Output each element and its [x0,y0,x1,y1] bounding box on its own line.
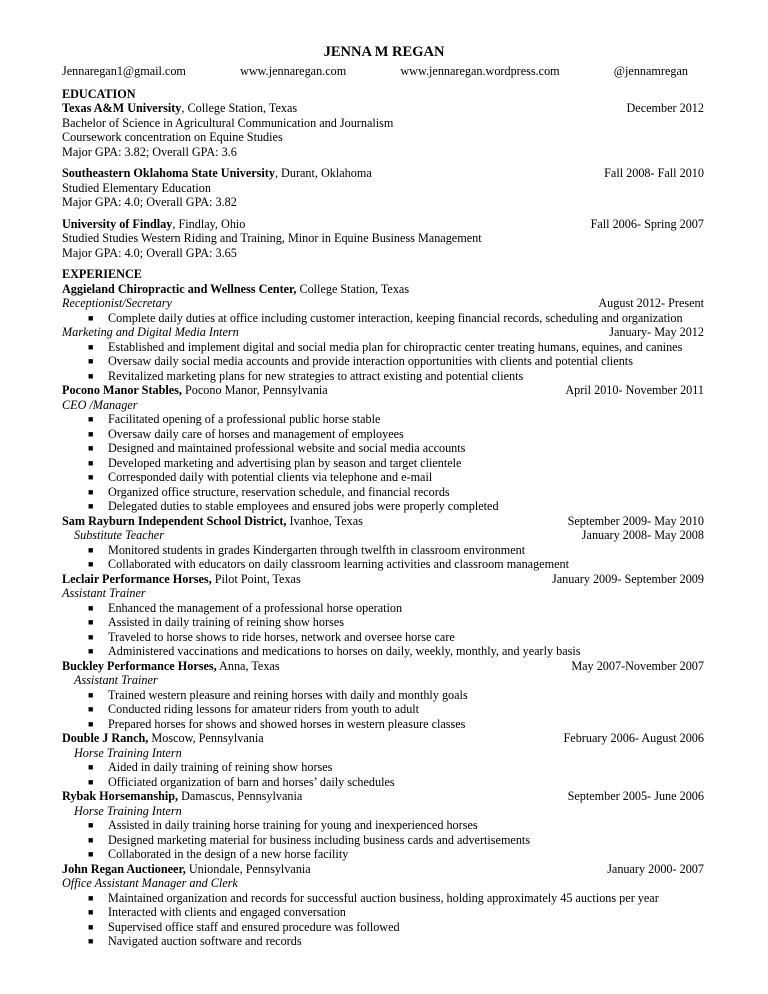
bullet-item: ■ Trained western pleasure and reining horses with daily and monthly goals [88,687,468,702]
employer-name: Double J Ranch, [62,731,149,745]
job-entry [62,731,706,789]
bullet-square-icon: ■ [88,602,94,613]
bullet-item: ■ Administered vaccinations and medications to horses on daily, weekly, monthly, and yearly basis [88,644,581,658]
job-entry [62,659,706,732]
bullet-square-icon: ■ [88,414,94,424]
job-date: May 2007-November 2007 [571,658,704,673]
bullet-item: ■ Collaborated in the design of a new horse facility [88,847,349,861]
job-date: February 2006- August 2006 [563,731,704,745]
contact-website[interactable]: www.jennaregan.com [240,64,347,78]
bullet-square-icon: ■ [88,370,94,381]
employer-location: College Station, Texas [296,281,410,296]
education-heading: EDUCATION [62,86,136,101]
employer-name: Sam Rayburn Independent School District, [62,513,287,528]
bullet-square-icon: ■ [88,486,94,497]
job-title: Assistant Trainer [74,673,158,687]
job-title: Assistant Trainer [62,586,146,600]
bullet-item: ■ Enhanced the management of a professional horse operation [88,600,403,615]
job-entry [62,282,706,384]
school-location: , Findlay, Ohio [172,216,246,231]
resume-page [62,44,706,949]
bullet-item: ■ Conducted riding lessons for amateur riders from youth to adult [88,702,420,716]
job-date: January 2008- May 2008 [581,528,704,542]
education-line: Studied Studies Western Riding and Training, Minor in Equine Business Management [62,231,482,245]
education-line: Bachelor of Science in Agricultural Communication and Journalism [62,115,394,130]
employer-location: Moscow, Pennsylvania [148,731,264,745]
bullet-item: ■ Monitored students in grades Kindergarten through twelfth in classroom environment [88,542,526,557]
experience-section [62,267,706,949]
bullet-item: ■ Designed and maintained professional website and social media accounts [88,441,466,455]
education-entry [62,101,706,159]
bullet-square-icon: ■ [88,689,94,700]
bullet-square-icon: ■ [88,443,94,453]
bullet-item: ■ Aided in daily training of reining show horses [88,760,333,774]
bullet-item: ■ Interacted with clients and engaged conversation [88,905,346,919]
employer-location: Uniondale, Pennsylvania [185,861,311,876]
job-entry [62,383,706,514]
bullet-square-icon: ■ [88,457,94,468]
education-entry [62,166,706,210]
school-name: Southeastern Oklahoma State University [62,166,275,180]
job-date: January 2000- 2007 [607,861,704,876]
employer-location: Pocono Manor, Pennsylvania [181,383,328,397]
job-date: January 2009- September 2009 [552,571,704,586]
contact-twitter[interactable]: @jennamregan [613,64,688,78]
job-date: August 2012- Present [598,296,704,310]
education-line: Studied Elementary Education [62,180,211,195]
bullet-item: ■ Collaborated with educators on daily classroom learning activities and classroom management [88,557,569,571]
contact-blog[interactable]: www.jennaregan.wordpress.com [400,64,560,78]
school-date: December 2012 [626,101,704,115]
experience-heading: EXPERIENCE [62,267,142,281]
bullet-item: ■ Facilitated opening of a professional public horse stable [88,412,381,426]
bullet-square-icon: ■ [88,776,94,787]
bullet-square-icon: ■ [88,501,94,511]
employer-name: Pocono Manor Stables, [62,383,182,397]
job-date: September 2009- May 2010 [567,513,704,528]
bullet-square-icon: ■ [88,312,94,323]
bullet-square-icon: ■ [88,762,94,772]
contact-line [62,64,706,79]
bullet-item: ■ Navigated auction software and records [88,934,302,948]
bullet-item: ■ Established and implement digital and social media plan for chiropractic center treating humans, equines, and canines [88,339,683,354]
bullet-item: ■ Prepared horses for shows and showed horses in western pleasure classes [88,716,466,731]
bullet-square-icon: ■ [88,631,94,642]
bullet-item: ■ Assisted in daily training of reining show horses [88,615,344,629]
bullet-square-icon: ■ [88,428,94,439]
school-name: Texas A&M University [62,101,182,115]
bullet-square-icon: ■ [88,936,94,946]
bullet-square-icon: ■ [88,646,94,656]
employer-name: Leclair Performance Horses, [62,571,212,586]
bullet-square-icon: ■ [88,718,94,729]
bullet-item: ■ Assisted in daily training horse training for young and inexperienced horses [88,818,478,832]
bullet-item: ■ Supervised office staff and ensured procedure was followed [88,919,400,934]
bullet-square-icon: ■ [88,834,94,845]
job-title: Substitute Teacher [74,528,164,542]
bullet-item: ■ Maintained organization and records for successful auction business, holding approximately 45 auctions per year [88,890,659,905]
school-date: Fall 2008- Fall 2010 [604,166,704,180]
education-section [62,87,706,261]
employer-location: Ivanhoe, Texas [286,513,363,528]
school-date: Fall 2006- Spring 2007 [590,216,704,231]
bullet-square-icon: ■ [88,356,94,366]
bullet-square-icon: ■ [88,820,94,830]
employer-location: Anna, Texas [216,658,280,673]
employer-location: Pilot Point, Texas [211,571,301,586]
bullet-square-icon: ■ [88,341,94,352]
job-title: Receptionist/Secretary [62,296,172,310]
job-entry [62,572,706,659]
bullet-square-icon: ■ [88,704,94,714]
school-location: , Durant, Oklahoma [274,166,372,180]
contact-email[interactable]: Jennaregan1@gmail.com [62,64,186,78]
bullet-item: ■ Developed marketing and advertising plan by season and target clientele [88,455,462,470]
bullet-square-icon: ■ [88,849,94,859]
bullet-item: ■ Officiated organization of barn and horses’ daily schedules [88,774,395,789]
bullet-item: ■ Designed marketing material for business including business cards and advertisements [88,832,531,847]
job-entry [62,514,706,572]
employer-name: Buckley Performance Horses, [62,658,217,673]
bullet-square-icon: ■ [88,907,94,917]
bullet-square-icon: ■ [88,544,94,555]
bullet-item: ■ Oversaw daily social media accounts and provide interaction opportunities with clients and potential clients [88,354,633,368]
bullet-item: ■ Delegated duties to stable employees and ensured jobs were properly completed [88,499,499,513]
school-name: University of Findlay [62,216,173,231]
job-title: CEO /Manager [62,397,138,412]
school-location: , College Station, Texas [181,101,298,115]
job-title: Marketing and Digital Media Intern [62,325,239,339]
employer-name: Aggieland Chiropractic and Wellness Center, [62,281,297,296]
job-entry [62,789,706,862]
job-date: September 2005- June 2006 [567,789,704,803]
bullet-item: ■ Corresponded daily with potential clients via telephone and e-mail [88,470,433,484]
job-title: Horse Training Intern [74,803,182,818]
bullet-item: ■ Organized office structure, reservation schedule, and financial records [88,484,450,499]
bullet-square-icon: ■ [88,617,94,627]
job-date: January- May 2012 [609,325,704,339]
job-entry [62,862,706,949]
employer-name: John Regan Auctioneer, [62,861,186,876]
bullet-item: ■ Oversaw daily care of horses and management of employees [88,426,404,441]
bullet-square-icon: ■ [88,559,94,569]
education-line: Major GPA: 3.82; Overall GPA: 3.6 [62,144,237,159]
job-title: Horse Training Intern [74,745,182,760]
education-line: Coursework concentration on Equine Studies [62,130,283,144]
bullet-square-icon: ■ [88,892,94,903]
bullet-item: ■ Revitalized marketing plans for new strategies to attract existing and potential clients [88,368,524,383]
job-title: Office Assistant Manager and Clerk [62,876,238,890]
education-line: Major GPA: 4.0; Overall GPA: 3.82 [62,195,237,209]
bullet-square-icon: ■ [88,472,94,482]
job-date: April 2010- November 2011 [565,383,704,397]
employer-location: Damascus, Pennsylvania [178,789,303,803]
employer-name: Rybak Horsemanship, [62,789,179,803]
education-line: Major GPA: 4.0; Overall GPA: 3.65 [62,245,237,260]
education-entry [62,217,706,261]
bullet-item: ■ Traveled to horse shows to ride horses, network and oversee horse care [88,629,455,644]
bullet-square-icon: ■ [88,921,94,932]
resume-name: JENNA M REGAN [323,44,445,60]
bullet-item: ■ Complete daily duties at office including customer interaction, keeping financial records, scheduling and organization [88,310,683,325]
